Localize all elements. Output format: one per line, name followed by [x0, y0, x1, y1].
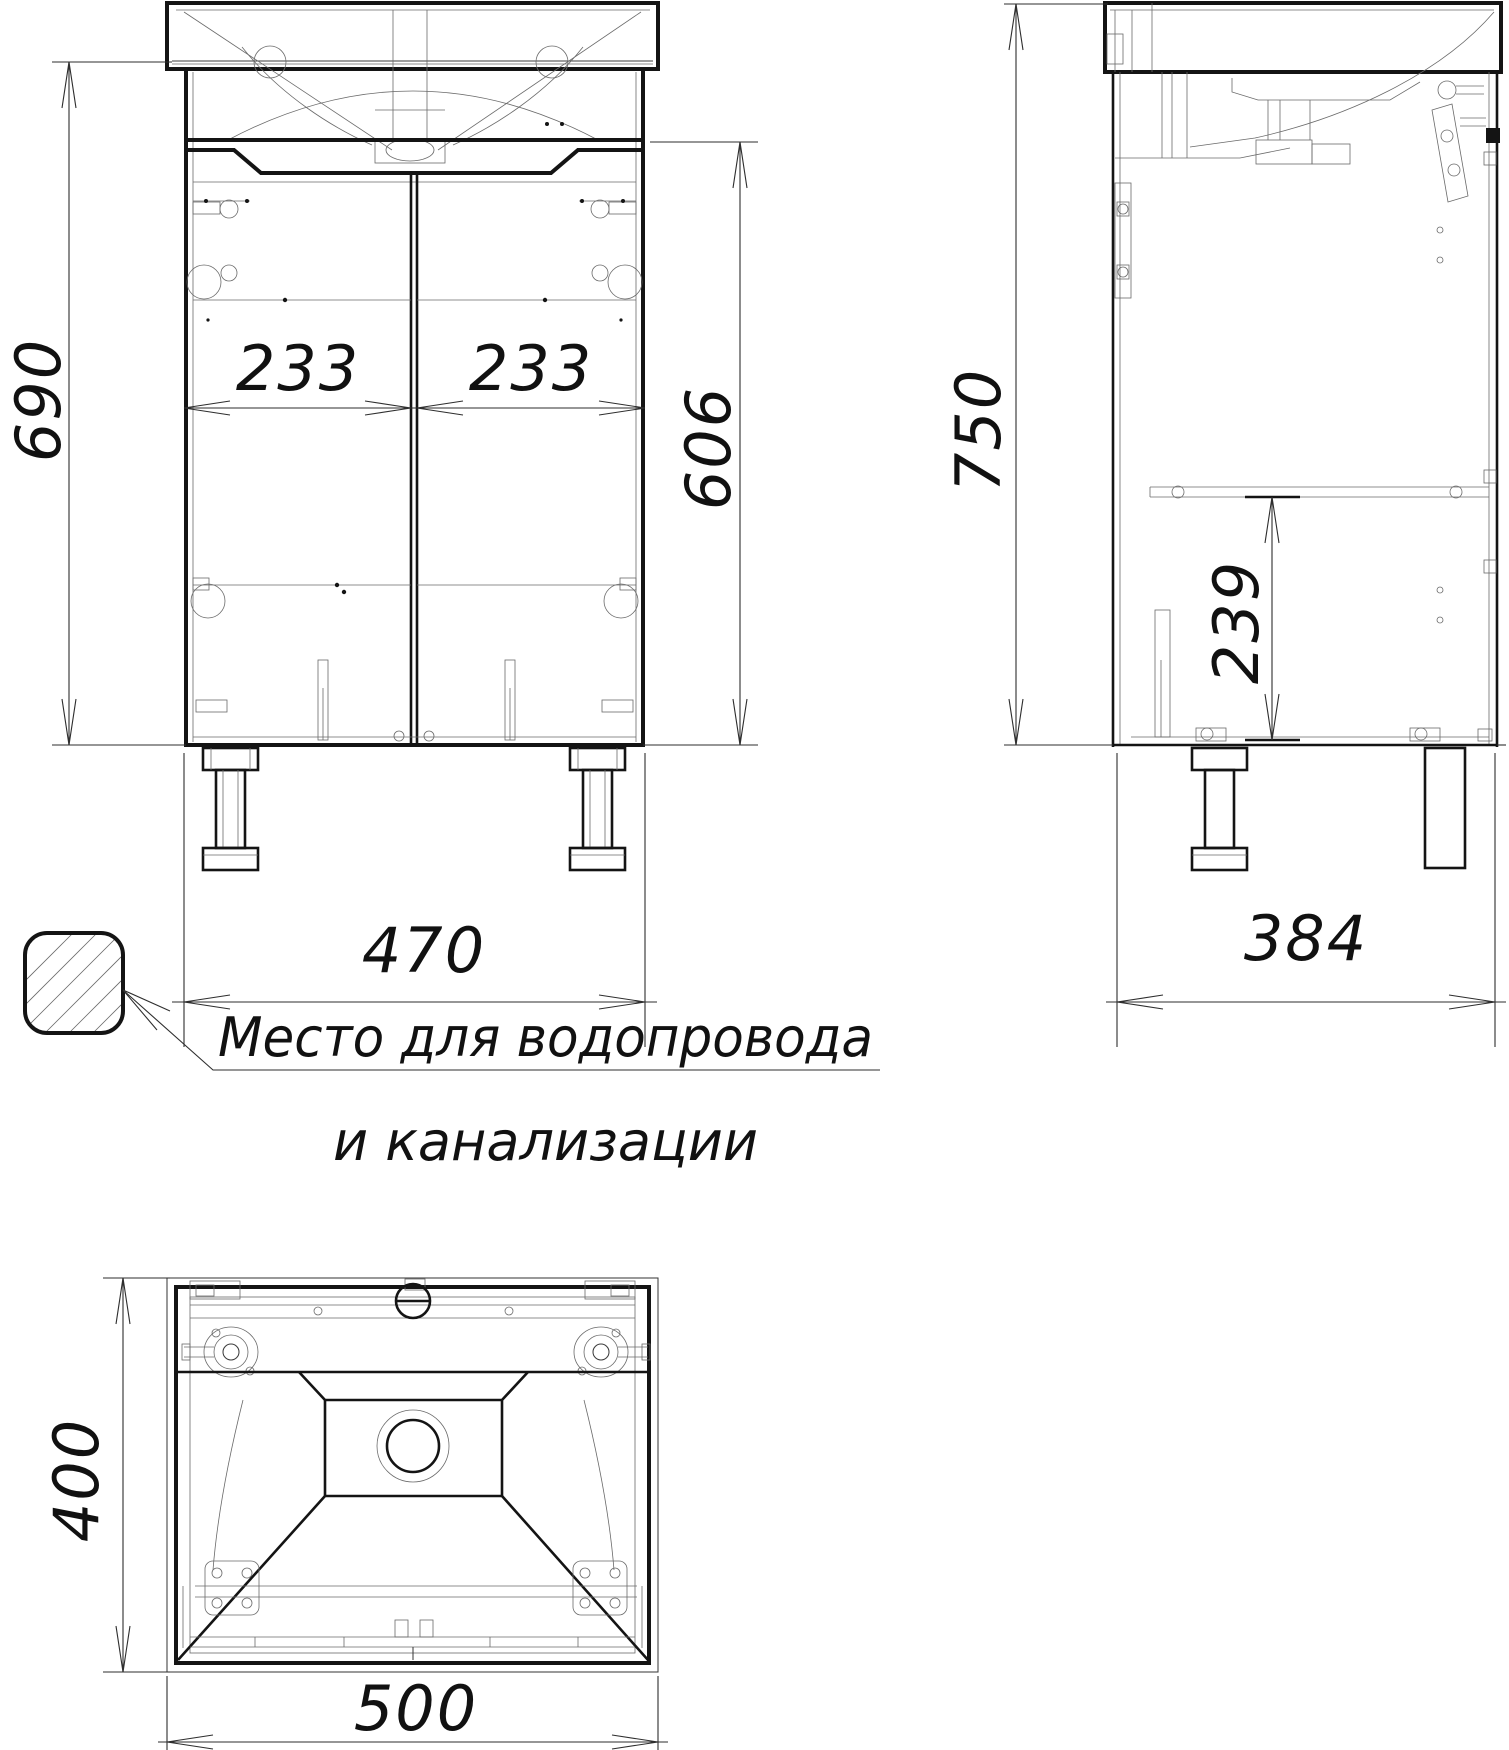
front-drain-flange	[375, 140, 445, 163]
dim-233-left-label: 233	[235, 332, 361, 405]
top-faucet-mount-right	[574, 1327, 650, 1377]
dim-384-label: 384	[1243, 902, 1369, 975]
side-sink	[1105, 3, 1501, 147]
side-leg-back	[1425, 748, 1465, 868]
front-leg-right	[570, 748, 625, 870]
hinge-cup-top-right	[591, 200, 609, 218]
front-door-top-profile	[186, 150, 643, 173]
dim-400	[40, 1278, 130, 1672]
dim-239	[1200, 497, 1279, 740]
side-leg-front	[1192, 748, 1247, 870]
front-sink-outline	[167, 3, 658, 69]
side-drain-trap	[1256, 140, 1312, 164]
dim-233-right-label: 233	[468, 332, 594, 405]
side-cabinet	[1113, 72, 1500, 747]
top-basin	[178, 1372, 648, 1660]
front-legs	[203, 748, 625, 870]
dim-690-label: 690	[2, 337, 75, 463]
side-sink-outline	[1105, 3, 1501, 72]
dim-384	[1106, 902, 1506, 1009]
legend-text-line2: и канализации	[333, 1110, 758, 1173]
dim-500-label: 500	[353, 1672, 479, 1745]
hinge-bottom-right	[604, 584, 638, 618]
legend-text-line1: Место для водопровода	[218, 1006, 873, 1069]
extension-lines	[52, 4, 1506, 1750]
hinge-cup-top-left	[220, 200, 238, 218]
dim-750	[942, 4, 1023, 745]
dim-239-label: 239	[1200, 559, 1273, 685]
side-legs	[1192, 748, 1465, 870]
front-leg-left	[203, 748, 258, 870]
dim-606-label: 606	[672, 385, 745, 511]
dim-750-label: 750	[942, 367, 1015, 493]
top-sink-outline	[167, 1278, 658, 1672]
side-shelf-screw-front	[1172, 486, 1184, 498]
side-view	[1105, 3, 1501, 870]
dim-500	[158, 1672, 668, 1749]
dim-690	[2, 62, 76, 745]
side-wall-bracket	[1432, 104, 1468, 202]
dim-606	[672, 142, 747, 745]
top-view	[167, 1278, 658, 1672]
side-mount-point	[1486, 128, 1500, 143]
top-drain-hole	[387, 1420, 439, 1472]
dim-400-label: 400	[40, 1417, 113, 1543]
top-faucet-mount-left	[182, 1327, 258, 1377]
hinge-mid-left	[187, 265, 221, 299]
hinge-mid-right	[608, 265, 642, 299]
dim-470	[172, 914, 657, 1009]
top-bottom-rails	[183, 1586, 642, 1660]
side-shelf-screw-back	[1450, 486, 1462, 498]
side-hinge-strip	[1115, 183, 1131, 298]
hinge-bottom-left	[191, 584, 225, 618]
top-cabinet-outline	[176, 1287, 649, 1663]
front-view	[167, 3, 658, 870]
front-overflow-right	[536, 46, 568, 78]
dim-470-label: 470	[361, 914, 487, 987]
dim-233-right	[417, 332, 645, 415]
side-basin-curve	[1190, 12, 1494, 147]
